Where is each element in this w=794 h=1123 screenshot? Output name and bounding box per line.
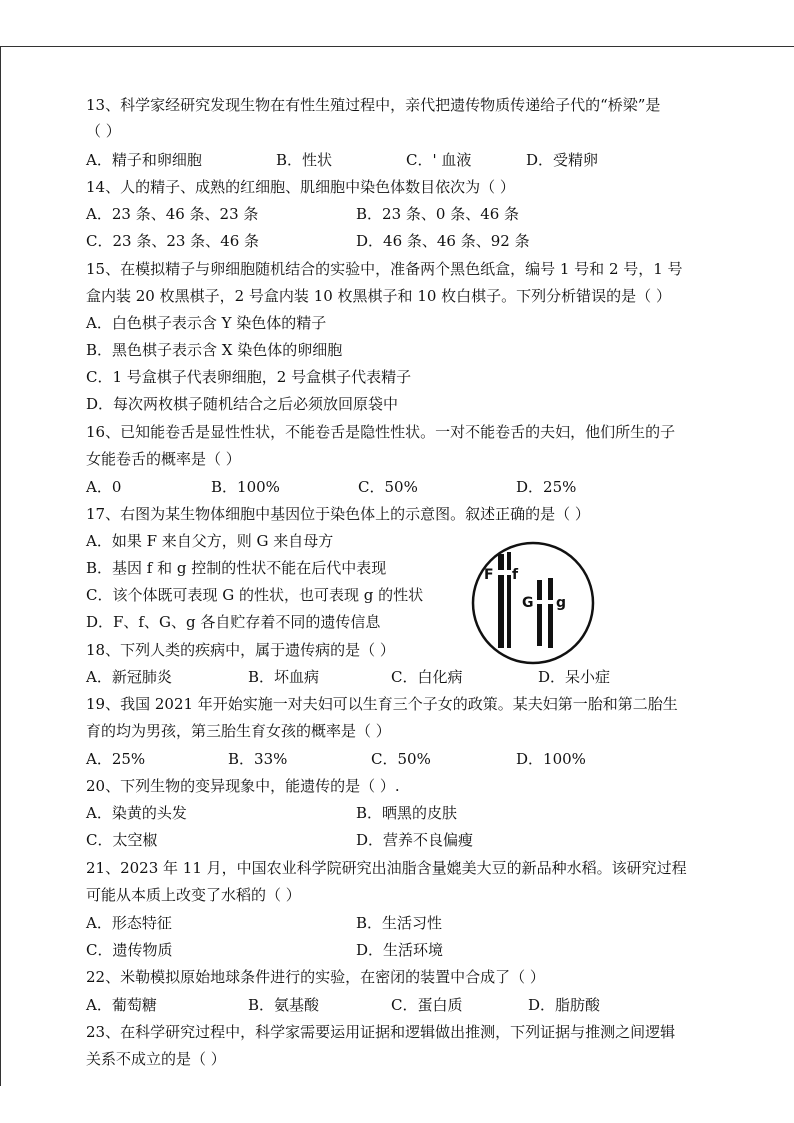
q16-option-d: D．25% bbox=[516, 478, 577, 496]
q20-option-a: A．染黄的头发 bbox=[86, 804, 187, 822]
q15-option-b: B．黑色棋子表示含 X 染色体的卵细胞 bbox=[86, 341, 343, 359]
chromosome-left-1 bbox=[498, 554, 504, 648]
gene-label-F: F bbox=[484, 567, 494, 583]
q19-option-d: D．100% bbox=[516, 750, 586, 768]
q23-stem-line1: 23、在科学研究过程中，科学家需要运用证据和逻辑做出推测，下列证据与推测之间逻辑 bbox=[86, 1023, 676, 1041]
page-top-border bbox=[0, 46, 794, 47]
q17-option-a: A．如果 F 来自父方，则 G 来自母方 bbox=[86, 532, 334, 550]
q14-stem-line1: 14、人的精子、成熟的红细胞、肌细胞中染色体数目依次为（ ） bbox=[86, 178, 515, 196]
q17-option-d: D．F、f、G、g 各自贮存着不同的遗传信息 bbox=[86, 613, 381, 631]
q20-stem-line1: 20、下列生物的变异现象中，能遗传的是（ ）. bbox=[86, 777, 400, 795]
q16-stem-line2: 女能卷舌的概率是（ ） bbox=[86, 450, 241, 468]
q18-stem-line1: 18、下列人类的疾病中，属于遗传病的是（ ） bbox=[86, 641, 395, 659]
gene-label-f: f bbox=[512, 567, 519, 583]
q22-option-b: B．氨基酸 bbox=[248, 996, 320, 1014]
q21-stem-line2: 可能从本质上改变了水稻的（ ） bbox=[86, 886, 301, 904]
q20-option-d: D．营养不良偏瘦 bbox=[356, 831, 474, 849]
q22-stem-line1: 22、米勒模拟原始地球条件进行的实验，在密闭的装置中合成了（ ） bbox=[86, 968, 545, 986]
chromosome-gene-figure bbox=[470, 540, 596, 666]
q15-stem-line2: 盒内装 20 枚黑棋子，2 号盒内装 10 枚黑棋子和 10 枚白棋子。下列分析错误的是（ ） bbox=[86, 287, 671, 305]
q16-option-b: B．100% bbox=[211, 478, 280, 496]
q16-stem-line1: 16、已知能卷舌是显性性状，不能卷舌是隐性性状。一对不能卷舌的夫妇，他们所生的子 bbox=[86, 423, 676, 441]
page-left-border bbox=[0, 46, 1, 1086]
q17-stem-line1: 17、右图为某生物体细胞中基因位于染色体上的示意图。叙述正确的是（ ） bbox=[86, 505, 590, 523]
q13-option-d: D．受精卵 bbox=[526, 151, 599, 169]
gene-locus-g-right bbox=[534, 600, 556, 604]
q19-option-b: B．33% bbox=[228, 750, 288, 768]
q20-option-c: C．太空椒 bbox=[86, 831, 158, 849]
q18-option-b: B．坏血病 bbox=[248, 668, 320, 686]
q22-option-d: D．脂肪酸 bbox=[528, 996, 601, 1014]
q14-option-d: D．46 条、46 条、92 条 bbox=[356, 232, 530, 250]
q17-option-c: C．该个体既可表现 G 的性状，也可表现 g 的性状 bbox=[86, 586, 424, 604]
q13-option-b: B．性状 bbox=[276, 151, 333, 169]
q18-option-d: D．呆小症 bbox=[538, 668, 611, 686]
q21-option-d: D．生活环境 bbox=[356, 941, 444, 959]
q18-option-c: C．白化病 bbox=[391, 668, 463, 686]
q21-option-b: B．生活习性 bbox=[356, 914, 443, 932]
q14-option-c: C．23 条、23 条、46 条 bbox=[86, 232, 260, 250]
q22-option-a: A．葡萄糖 bbox=[86, 996, 157, 1014]
chromosome-right-2 bbox=[548, 578, 553, 648]
q15-option-c: C．1 号盒棋子代表卵细胞，2 号盒棋子代表精子 bbox=[86, 368, 412, 386]
q19-option-c: C．50% bbox=[371, 750, 431, 768]
q22-option-c: C．蛋白质 bbox=[391, 996, 463, 1014]
q15-stem-line1: 15、在模拟精子与卵细胞随机结合的实验中，准备两个黑色纸盒，编号 1 号和 2 号，1 号 bbox=[86, 260, 683, 278]
gene-label-g: g bbox=[556, 595, 567, 611]
q19-option-a: A．25% bbox=[86, 750, 146, 768]
q21-stem-line1: 21、2023 年 11 月，中国农业科学院研究出油脂含量媲美大豆的新品种水稻。该研究过程 bbox=[86, 859, 687, 877]
q14-option-a: A．23 条、46 条、23 条 bbox=[86, 205, 259, 223]
q17-option-b: B．基因 f 和 g 控制的性状不能在后代中表现 bbox=[86, 559, 387, 577]
q23-stem-line2: 关系不成立的是（ ） bbox=[86, 1050, 226, 1068]
chromosome-left-2 bbox=[507, 552, 511, 648]
q16-option-c: C．50% bbox=[358, 478, 418, 496]
q18-option-a: A．新冠肺炎 bbox=[86, 668, 172, 686]
q21-option-c: C．遗传物质 bbox=[86, 941, 173, 959]
q16-option-a: A．0 bbox=[86, 478, 122, 496]
q13-option-c: C．' 血液 bbox=[406, 151, 472, 169]
gene-label-G: G bbox=[522, 595, 534, 611]
q15-option-d: D．每次两枚棋子随机结合之后必须放回原袋中 bbox=[86, 395, 399, 413]
q19-stem-line1: 19、我国 2021 年开始实施一对夫妇可以生育三个子女的政策。某夫妇第一胎和第二胎生 bbox=[86, 695, 678, 713]
q14-option-b: B．23 条、0 条、46 条 bbox=[356, 205, 520, 223]
chromosome-right-1 bbox=[537, 580, 542, 646]
q13-option-a: A．精子和卵细胞 bbox=[86, 151, 202, 169]
q21-option-a: A．形态特征 bbox=[86, 914, 172, 932]
q20-option-b: B．晒黑的皮肤 bbox=[356, 804, 458, 822]
q13-stem-line2: （ ） bbox=[86, 122, 121, 140]
q13-stem-line1: 13、科学家经研究发现生物在有性生殖过程中，亲代把遗传物质传递给子代的“桥梁”是 bbox=[86, 96, 661, 114]
q19-stem-line2: 育的均为男孩，第三胎生育女孩的概率是（ ） bbox=[86, 722, 391, 740]
q15-option-a: A．白色棋子表示含 Y 染色体的精子 bbox=[86, 314, 327, 332]
